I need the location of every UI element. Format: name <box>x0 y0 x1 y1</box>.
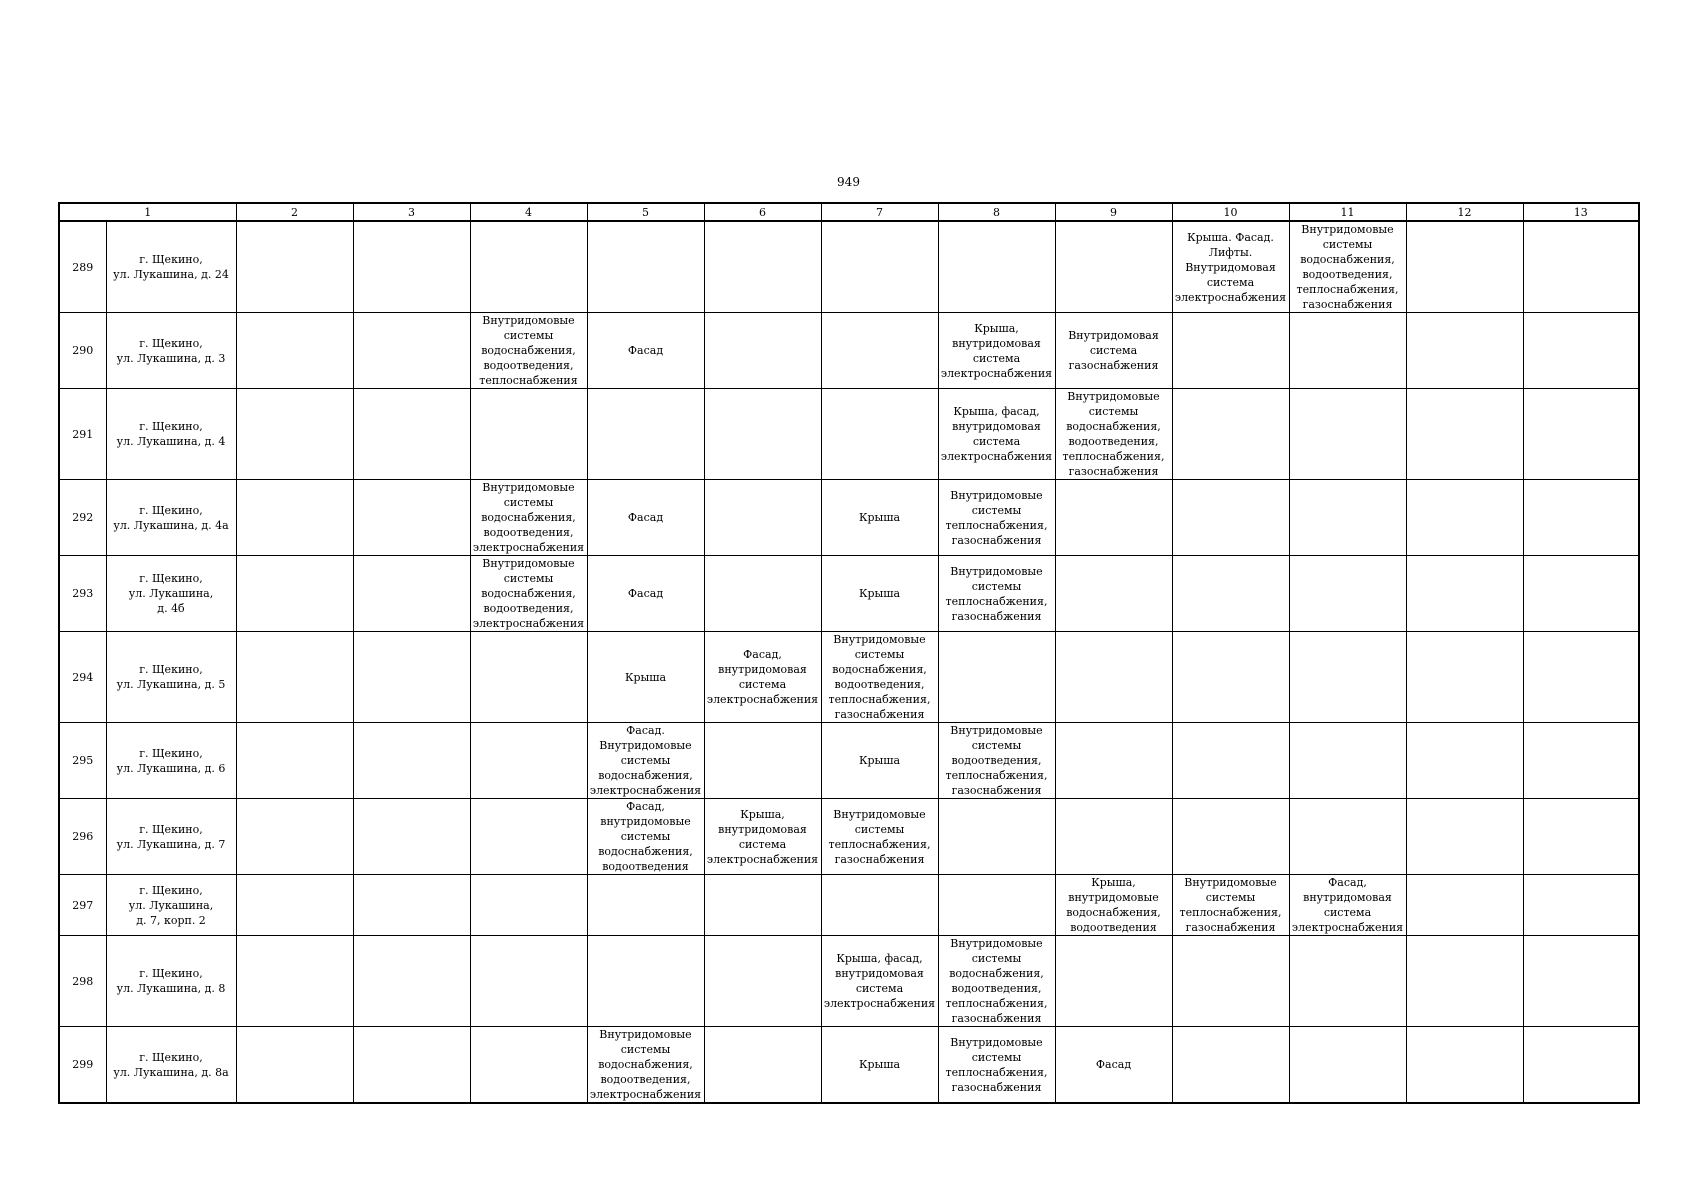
table-cell-c12 <box>1406 632 1523 723</box>
table-cell-c11 <box>1289 632 1406 723</box>
table-cell-c8 <box>938 221 1055 313</box>
table-cell-n <box>59 1027 106 1104</box>
table-cell-c2 <box>236 556 353 632</box>
table-cell: Фасад, внутридомовая система электроснабжения <box>706 648 819 706</box>
table-cell: Внутридомовые системы водоотведения, теплоснабжения, газоснабжения <box>945 724 1048 797</box>
table-cell-c3 <box>353 632 470 723</box>
column-header: 2 <box>236 203 353 221</box>
table-cell: Крыша, фасад, внутридомовая система электроснабжения <box>940 405 1053 463</box>
table-cell-c13 <box>1523 799 1639 875</box>
column-header: 11 <box>1289 203 1406 221</box>
table-cell-c3 <box>353 936 470 1027</box>
table-cell: Внутридомовые системы водоснабжения, водоотведения, электроснабжения <box>589 1028 702 1101</box>
table-cell-c4 <box>470 480 587 556</box>
address-cell: г. Щекино, ул. Лукашина, д. 4 <box>116 420 226 448</box>
table-cell-c9 <box>1055 936 1172 1027</box>
table-cell-c7 <box>821 1027 938 1104</box>
table-cell-c4 <box>470 389 587 480</box>
table-cell-c3 <box>353 221 470 313</box>
table-cell-c10 <box>1172 875 1289 936</box>
table-cell-c8 <box>938 875 1055 936</box>
table-cell-c4 <box>470 936 587 1027</box>
table-cell: Фасад, внутридомовая система электроснабжения <box>1291 876 1404 934</box>
table-cell-addr <box>106 480 236 556</box>
table-cell-c12 <box>1406 389 1523 480</box>
table-cell-addr <box>106 723 236 799</box>
table-cell-c2 <box>236 480 353 556</box>
column-header: 7 <box>821 203 938 221</box>
address-cell: г. Щекино, ул. Лукашина, д. 4а <box>113 503 229 532</box>
table-cell-c9 <box>1055 799 1172 875</box>
row-number: 290 <box>72 344 94 357</box>
table-cell-n <box>59 313 106 389</box>
table-cell-c8 <box>938 556 1055 632</box>
row-number: 298 <box>72 974 94 988</box>
table-cell-c11 <box>1289 221 1406 313</box>
table-cell: Внутридомовые системы водоснабжения, водоотведения, теплоснабжения, газоснабжения <box>1296 223 1399 311</box>
table-cell: Внутридомовые системы теплоснабжения, газоснабжения <box>1179 876 1282 934</box>
table-cell-addr <box>106 1027 236 1104</box>
table-cell-c11 <box>1289 556 1406 632</box>
table-cell-c10 <box>1172 799 1289 875</box>
table-cell-addr <box>106 936 236 1027</box>
table-cell: Фасад <box>627 511 664 524</box>
table-cell-n <box>59 799 106 875</box>
table-cell-c5 <box>587 221 704 313</box>
table-cell-c5 <box>587 723 704 799</box>
table-row <box>59 632 1639 723</box>
table-cell-c11 <box>1289 480 1406 556</box>
table-cell-c5 <box>587 480 704 556</box>
table-cell-c11 <box>1289 313 1406 389</box>
table-cell-c13 <box>1523 313 1639 389</box>
table-row <box>59 875 1639 936</box>
table-cell-c6 <box>704 632 821 723</box>
table-cell-c12 <box>1406 313 1523 389</box>
table-cell-c13 <box>1523 389 1639 480</box>
table-cell-c9 <box>1055 875 1172 936</box>
table-cell: Внутридомовые системы водоснабжения, водоотведения, теплоснабжения, газоснабжения <box>1062 390 1165 478</box>
table-cell-c9 <box>1055 389 1172 480</box>
table-cell-c4 <box>470 875 587 936</box>
address-cell: г. Щекино, ул. Лукашина, д. 3 <box>116 336 226 365</box>
table-cell-c2 <box>236 1027 353 1104</box>
table-cell: Крыша <box>624 670 667 684</box>
table-cell-c10 <box>1172 723 1289 799</box>
table-cell-c5 <box>587 556 704 632</box>
table-cell: Фасад. Внутридомовые системы водоснабжения, электроснабжения <box>589 724 702 797</box>
address-cell: г. Щекино, ул. Лукашина, д. 6 <box>116 746 226 775</box>
table-cell-c2 <box>236 632 353 723</box>
table-cell-c10 <box>1172 389 1289 480</box>
table-cell: Фасад, внутридомовые системы водоснабжения, водоотведения <box>598 800 693 873</box>
table-cell-c9 <box>1055 556 1172 632</box>
table-cell-c4 <box>470 1027 587 1104</box>
table-cell-c7 <box>821 480 938 556</box>
table-cell-c7 <box>821 556 938 632</box>
column-header: 12 <box>1406 203 1523 221</box>
table-cell-c9 <box>1055 723 1172 799</box>
table-cell-c6 <box>704 556 821 632</box>
table-cell-c8 <box>938 1027 1055 1104</box>
table-cell-c2 <box>236 313 353 389</box>
table-cell: Крыша, внутридомовая система электроснабжения <box>706 807 819 866</box>
column-header: 6 <box>704 203 821 221</box>
table-cell: Внутридомовые системы водоснабжения, водоотведения, электроснабжения <box>472 481 585 554</box>
table-cell-c2 <box>236 389 353 480</box>
column-header: 13 <box>1523 203 1639 221</box>
table-cell: Крыша, внутридомовые водоснабжения, водоотведения <box>1066 876 1161 934</box>
row-number: 296 <box>72 830 94 843</box>
page-number: 949 <box>837 175 860 189</box>
table-cell-c8 <box>938 480 1055 556</box>
table-cell-c4 <box>470 221 587 313</box>
table-cell: Крыша <box>858 1058 901 1071</box>
column-header: 4 <box>470 203 587 221</box>
table-cell-c8 <box>938 936 1055 1027</box>
table-cell-c4 <box>470 799 587 875</box>
table-cell-n <box>59 875 106 936</box>
table-cell-addr <box>106 313 236 389</box>
table-cell-c12 <box>1406 723 1523 799</box>
table-cell-c11 <box>1289 936 1406 1027</box>
table-cell-c7 <box>821 875 938 936</box>
table-cell-c13 <box>1523 480 1639 556</box>
table-cell-c10 <box>1172 1027 1289 1104</box>
table-cell: Крыша <box>858 511 901 524</box>
table-cell: Фасад <box>1095 1058 1132 1071</box>
table-cell-c7 <box>821 799 938 875</box>
table-row <box>59 556 1639 632</box>
table-cell-c4 <box>470 556 587 632</box>
table-cell-c10 <box>1172 221 1289 313</box>
table-cell-c6 <box>704 480 821 556</box>
column-header: 9 <box>1055 203 1172 221</box>
table-cell-c2 <box>236 875 353 936</box>
table-cell-c6 <box>704 221 821 313</box>
table-cell: Крыша, фасад, внутридомовая система электроснабжения <box>823 952 936 1010</box>
table-cell-c8 <box>938 313 1055 389</box>
table-row <box>59 480 1639 556</box>
table-cell-c2 <box>236 799 353 875</box>
table-cell-c7 <box>821 632 938 723</box>
table-cell-c11 <box>1289 799 1406 875</box>
table-cell: Фасад <box>627 344 664 357</box>
table-cell-c3 <box>353 1027 470 1104</box>
table-cell-addr <box>106 221 236 313</box>
table-cell-c10 <box>1172 556 1289 632</box>
table-cell-c11 <box>1289 875 1406 936</box>
table-cell-c3 <box>353 799 470 875</box>
table-cell-addr <box>106 632 236 723</box>
address-cell: г. Щекино, ул. Лукашина, д. 8 <box>116 967 226 995</box>
table-cell: Внутридомовые системы теплоснабжения, газоснабжения <box>945 564 1048 623</box>
table-cell-n <box>59 936 106 1027</box>
table-cell-c12 <box>1406 799 1523 875</box>
table-cell-c8 <box>938 389 1055 480</box>
table-cell: Внутридомовые системы теплоснабжения, газоснабжения <box>945 488 1048 547</box>
address-cell: г. Щекино, ул. Лукашина, д. 8а <box>113 1050 229 1079</box>
table-cell-c3 <box>353 313 470 389</box>
table-cell: Внутридомовые системы водоснабжения, водоотведения, теплоснабжения <box>479 314 578 387</box>
table-cell-c9 <box>1055 221 1172 313</box>
table-cell: Крыша <box>858 754 901 767</box>
table-cell-c9 <box>1055 1027 1172 1104</box>
table-cell-c5 <box>587 936 704 1027</box>
table-cell-c2 <box>236 221 353 313</box>
table-cell-n <box>59 632 106 723</box>
table-cell-c7 <box>821 723 938 799</box>
table-cell-c6 <box>704 723 821 799</box>
table-cell-n <box>59 480 106 556</box>
table-cell-c6 <box>704 313 821 389</box>
table-cell-c6 <box>704 799 821 875</box>
table-cell-c13 <box>1523 221 1639 313</box>
table-cell-c13 <box>1523 936 1639 1027</box>
address-cell: г. Щекино, ул. Лукашина, д. 7, корп. 2 <box>128 883 214 927</box>
table-header-row <box>59 203 1639 221</box>
table-cell-addr <box>106 389 236 480</box>
table-cell-n <box>59 723 106 799</box>
table-cell-c5 <box>587 1027 704 1104</box>
table-cell-c3 <box>353 480 470 556</box>
table-cell-addr <box>106 799 236 875</box>
table-cell-c10 <box>1172 313 1289 389</box>
table-row <box>59 936 1639 1027</box>
table-cell: Внутридомовые системы теплоснабжения, газоснабжения <box>828 807 931 866</box>
table-cell-c5 <box>587 313 704 389</box>
table-cell-n <box>59 389 106 480</box>
row-number: 289 <box>72 260 94 274</box>
address-cell: г. Щекино, ул. Лукашина, д. 24 <box>113 253 229 281</box>
table-cell: Внутридомовые системы водоснабжения, водоотведения, теплоснабжения, газоснабжения <box>828 633 931 721</box>
table-cell-c3 <box>353 389 470 480</box>
capital-repair-table <box>58 202 1640 1104</box>
table-cell-c12 <box>1406 556 1523 632</box>
table-cell-c13 <box>1523 1027 1639 1104</box>
table-cell-c11 <box>1289 1027 1406 1104</box>
table-cell-c3 <box>353 723 470 799</box>
table-cell-addr <box>106 556 236 632</box>
table-cell: Фасад <box>627 587 664 600</box>
table-cell-c6 <box>704 936 821 1027</box>
table-row <box>59 1027 1639 1104</box>
table-cell-n <box>59 221 106 313</box>
table-cell: Внутридомовая система газоснабжения <box>1068 329 1159 372</box>
table-cell: Крыша <box>858 587 901 600</box>
column-header: 5 <box>587 203 704 221</box>
table-cell-c5 <box>587 632 704 723</box>
table-row <box>59 389 1639 480</box>
column-header: 1 <box>59 203 236 221</box>
table-cell-c8 <box>938 799 1055 875</box>
table-cell-c5 <box>587 389 704 480</box>
row-number: 291 <box>72 427 94 441</box>
table-cell: Внутридомовые системы теплоснабжения, газоснабжения <box>945 1035 1048 1094</box>
row-number: 297 <box>72 898 94 912</box>
table-cell-c5 <box>587 799 704 875</box>
table-cell: Внутридомовые системы водоснабжения, водоотведения, электроснабжения <box>472 557 585 630</box>
table-row <box>59 723 1639 799</box>
table-cell-c4 <box>470 723 587 799</box>
row-number: 293 <box>72 587 94 600</box>
table-row <box>59 313 1639 389</box>
row-number: 294 <box>72 670 94 684</box>
table-cell-c8 <box>938 723 1055 799</box>
table-cell-c7 <box>821 936 938 1027</box>
table-cell: Крыша. Фасад. Лифты. Внутридомовая система электроснабжения <box>1174 230 1287 304</box>
table-cell-c13 <box>1523 875 1639 936</box>
row-number: 295 <box>72 754 94 767</box>
column-header: 8 <box>938 203 1055 221</box>
table-cell-c3 <box>353 875 470 936</box>
table-cell-c4 <box>470 632 587 723</box>
row-number: 292 <box>72 511 94 524</box>
table-cell-c10 <box>1172 936 1289 1027</box>
table-cell-c13 <box>1523 556 1639 632</box>
table-row <box>59 799 1639 875</box>
table-cell-n <box>59 556 106 632</box>
row-number: 299 <box>72 1058 94 1071</box>
table-cell-c12 <box>1406 875 1523 936</box>
table-cell-c10 <box>1172 632 1289 723</box>
table-cell-c6 <box>704 875 821 936</box>
table-cell-c7 <box>821 313 938 389</box>
table-cell-c9 <box>1055 313 1172 389</box>
table-cell-c9 <box>1055 480 1172 556</box>
table-cell-c9 <box>1055 632 1172 723</box>
table-cell: Крыша, внутридомовая система электроснабжения <box>940 321 1053 380</box>
table-cell-c10 <box>1172 480 1289 556</box>
table-cell-c2 <box>236 936 353 1027</box>
table-cell-c12 <box>1406 1027 1523 1104</box>
table-cell-c6 <box>704 1027 821 1104</box>
table-cell: Внутридомовые системы водоснабжения, водоотведения, теплоснабжения, газоснабжения <box>945 937 1048 1025</box>
table-cell-c12 <box>1406 936 1523 1027</box>
table-cell-c13 <box>1523 723 1639 799</box>
table-cell-addr <box>106 875 236 936</box>
table-cell-c11 <box>1289 723 1406 799</box>
address-cell: г. Щекино, ул. Лукашина, д. 7 <box>116 822 226 851</box>
table-cell-c12 <box>1406 221 1523 313</box>
table-cell-c4 <box>470 313 587 389</box>
table-row <box>59 221 1639 313</box>
table-cell-c11 <box>1289 389 1406 480</box>
address-cell: г. Щекино, ул. Лукашина, д. 4б <box>128 572 214 615</box>
table-cell-c2 <box>236 723 353 799</box>
address-cell: г. Щекино, ул. Лукашина, д. 5 <box>116 663 226 691</box>
table-cell-c5 <box>587 875 704 936</box>
column-header: 10 <box>1172 203 1289 221</box>
table-cell-c3 <box>353 556 470 632</box>
table-cell-c6 <box>704 389 821 480</box>
table-cell-c12 <box>1406 480 1523 556</box>
column-header: 3 <box>353 203 470 221</box>
table-cell-c7 <box>821 221 938 313</box>
table-cell-c13 <box>1523 632 1639 723</box>
table-cell-c7 <box>821 389 938 480</box>
table-cell-c8 <box>938 632 1055 723</box>
